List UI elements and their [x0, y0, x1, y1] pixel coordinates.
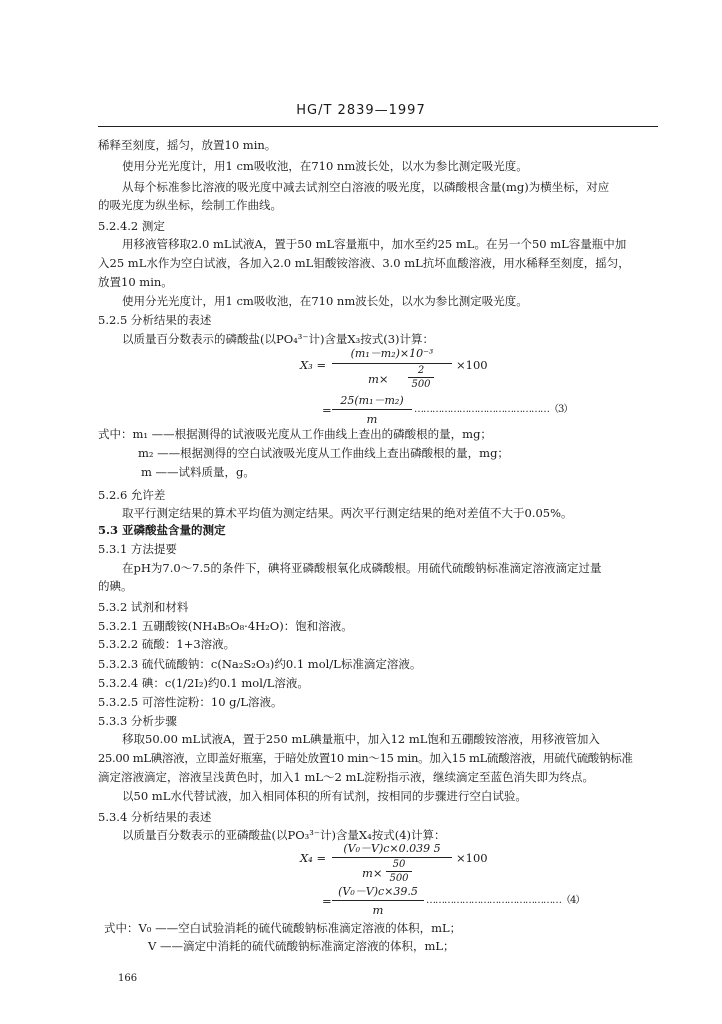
text-line: 放置10 min。: [98, 275, 173, 289]
where-line: V ——滴定中消耗的硫代硫酸钠标准滴定溶液的体积，mL；: [148, 939, 455, 953]
formula-subfrac-num: 2: [417, 365, 425, 376]
text-line: 从每个标准参比溶液的吸光度中减去试剂空白溶液的吸光度，以磷酸根含量(mg)为横坐标，对应: [122, 180, 610, 194]
text-line: 使用分光光度计，用1 cm吸收池，在710 nm波长处，以水为参比测定吸光度。: [122, 159, 528, 173]
text-line: 取平行测定结果的算术平均值为测定结果。两次平行测定结果的绝对差值不大于0.05%。: [122, 506, 573, 520]
section-heading: 5.3.1 方法提要: [98, 542, 177, 556]
formula-numerator: (V₀－V)c×0.039 5: [343, 842, 441, 855]
text-line: 的吸光度为纵坐标，绘制工作曲线。: [98, 198, 282, 212]
reagent-item: 5.3.2.5 可溶性淀粉：10 g/L溶液。: [98, 695, 283, 709]
text-line: 以质量百分数表示的磷酸盐(以PO₄³⁻计)含量X₃按式(3)计算：: [122, 332, 435, 346]
formula-lhs: X₄ =: [300, 851, 327, 865]
text-line: 稀释至刻度，摇匀，放置10 min。: [98, 138, 277, 152]
where-line: 式中：m₁ ——根据测得的试液吸光度从工作曲线上查出的磷酸根的量，mg；: [98, 427, 492, 441]
text-line: 25.00 mL碘溶液，立即盖好瓶塞，于暗处放置10 min～15 min。加入15 mL硫酸溶液，用硫代硫酸钠标准: [98, 751, 633, 765]
fraction-bar: [332, 900, 424, 901]
formula-denominator: m: [372, 903, 384, 917]
text-line: 入25 mL水作为空白试液，各加入2.0 mL钼酸铵溶液、3.0 mL抗坏血酸溶液，用水稀释至刻度，摇匀，: [98, 256, 630, 270]
reagent-item: 5.3.2.3 硫代硫酸钠：c(Na₂S₂O₃)约0.1 mol/L标准滴定溶液。: [98, 657, 422, 671]
where-line: m ——试料质量，g。: [141, 465, 255, 479]
where-line: m₂ ——根据测得的空白试液吸光度从工作曲线上查出磷酸根的量，mg；: [138, 446, 509, 460]
text-line: 以50 mL水代替试液，加入相同体积的所有试剂，按相同的步骤进行空白试验。: [122, 789, 527, 803]
standard-code-header: HG/T 2839—1997: [296, 103, 426, 118]
text-line: 用移液管移取2.0 mL试液A，置于50 mL容量瓶中，加水至约25 mL。在另一个50 mL容量瓶中加: [122, 237, 627, 251]
formula-denominator: m×: [362, 866, 383, 880]
reagent-item: 5.3.2.4 碘：c(1/2I₂)约0.1 mol/L溶液。: [98, 676, 309, 690]
equation-number: ………………………………………（4）: [426, 895, 585, 906]
reagent-item: 5.3.2.2 硫酸：1+3溶液。: [98, 637, 236, 651]
section-heading: 5.3.2 试剂和材料: [98, 600, 189, 614]
formula-denominator: m: [366, 412, 378, 426]
reagent-item: 5.3.2.1 五硼酸铵(NH₄B₅O₈·4H₂O)：饱和溶液。: [98, 619, 353, 633]
formula-denominator: m×: [368, 372, 389, 386]
formula-subfrac-den: 500: [389, 873, 409, 884]
text-line: 移取50.00 mL试液A，置于250 mL碘量瓶中，加入12 mL饱和五硼酸铵溶液，用移液管加入: [122, 732, 600, 746]
text-line: 滴定溶液滴定，溶液呈浅黄色时，加入1 mL～2 mL淀粉指示液，继续滴定至蓝色消失即为终点。: [98, 770, 595, 784]
formula-equals: =: [322, 403, 332, 417]
where-line: 式中：V₀ ——空白试验消耗的硫代硫酸钠标准滴定溶液的体积，mL；: [104, 921, 462, 935]
equation-number: ………………………………………（3）: [414, 404, 573, 415]
formula-numerator: (V₀－V)c×39.5: [338, 885, 418, 898]
section-heading: 5.2.6 允许差: [98, 488, 166, 502]
fraction-bar: [332, 409, 412, 410]
formula-equals: =: [322, 894, 332, 908]
formula-tail: ×100: [456, 358, 488, 372]
section-heading: 5.3 亚磷酸盐含量的测定: [98, 523, 226, 537]
fraction-bar: [332, 363, 452, 364]
formula-subfrac-num: 50: [392, 859, 406, 870]
section-heading: 5.3.3 分析步骤: [98, 714, 177, 728]
formula-tail: ×100: [456, 851, 488, 865]
text-line: 以质量百分数表示的亚磷酸盐(以PO₃³⁻计)含量X₄按式(4)计算：: [122, 828, 446, 842]
header-rule: [98, 126, 658, 127]
section-heading: 5.2.4.2 测定: [98, 219, 165, 233]
text-line: 使用分光光度计，用1 cm吸收池，在710 nm波长处，以水为参比测定吸光度。: [122, 294, 528, 308]
formula-subfrac-den: 500: [411, 379, 431, 390]
formula-lhs: X₃ =: [300, 358, 327, 372]
page-number: 166: [118, 973, 138, 984]
section-heading: 5.2.5 分析结果的表述: [98, 313, 212, 327]
text-line: 在pH为7.0～7.5的条件下，碘将亚磷酸根氧化成磷酸根。用硫代硫酸钠标准滴定溶液滴定过量: [122, 561, 602, 575]
formula-numerator: 25(m₁－m₂): [340, 394, 404, 407]
text-line: 的碘。: [98, 579, 133, 593]
formula-numerator: (m₁－m₂)×10⁻³: [350, 347, 434, 360]
section-heading: 5.3.4 分析结果的表述: [98, 810, 212, 824]
